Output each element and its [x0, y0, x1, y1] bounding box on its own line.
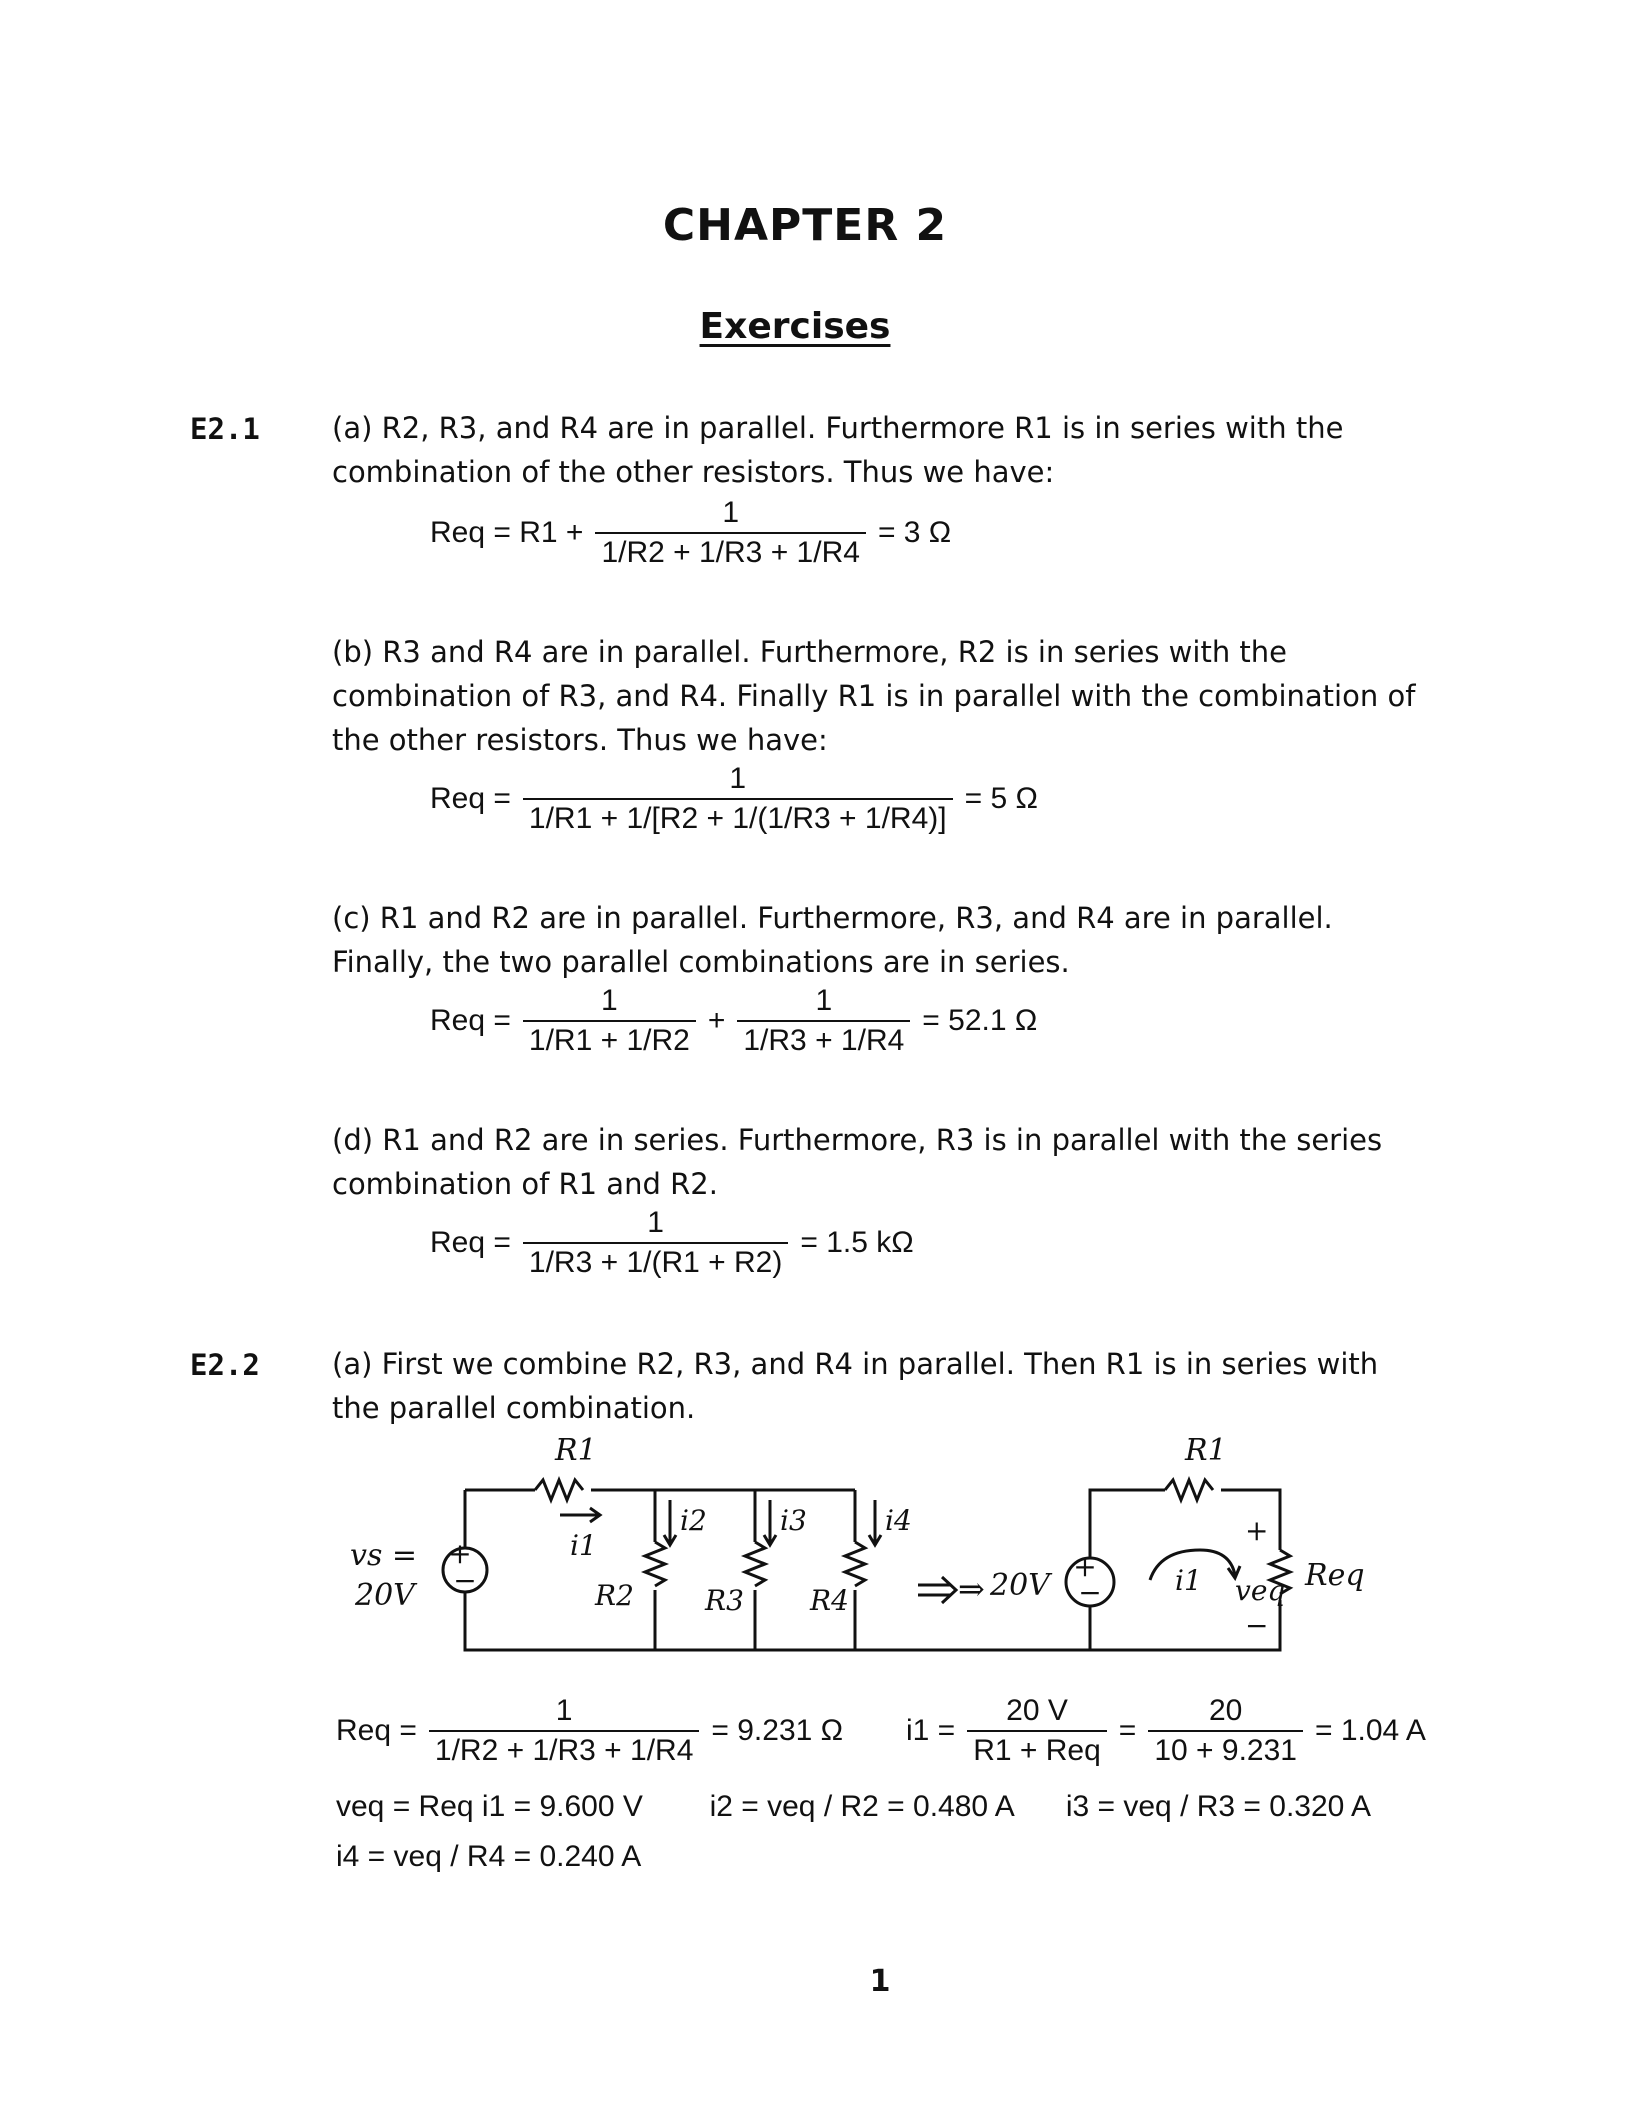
e21-b-equation: Req = $\frac{1}{1/R1 + 1/[R2 + 1/(1/R3 + 1/R4)]}$ = 5 Ω [430, 762, 1038, 835]
r1-right-resistor [1165, 1480, 1213, 1500]
source-right-plus: + [1073, 1550, 1097, 1583]
veq-plus: + [1245, 1514, 1269, 1547]
r2-resistor [645, 1542, 665, 1586]
veq-minus: − [1245, 1609, 1269, 1642]
r4-resistor [845, 1542, 865, 1586]
e21-d-text: (d) R1 and R2 are in series. Furthermore, R3 is in parallel with the series combination of R1 and R2. [332, 1123, 1383, 1201]
exercise-label-e21: E2.1 [190, 412, 260, 446]
e21-c-equation: Req = $\frac{1}{1/R1 + 1/R2}$ + $\frac{1}{1/R3 + 1/R4}$ = 52.1 Ω [430, 984, 1038, 1057]
label-vs-value: 20V [355, 1578, 415, 1613]
e21-b-text: (b) R3 and R4 are in parallel. Furthermore, R2 is in series with the combination of R3, and R4. Finally R1 is in parallel with the combination of the other resistors. Thus we have: [332, 635, 1416, 757]
r1-resistor [535, 1480, 583, 1500]
e21-d-equation: Req = $\frac{1}{1/R3 + 1/(R1 + R2)}$ = 1.5 kΩ [430, 1206, 914, 1279]
exercise-label-e22: E2.2 [190, 1348, 260, 1382]
e22-i4-line: i4 = veq / R4 = 0.240 A [336, 1840, 642, 1873]
label-r1-right: R1 [1185, 1433, 1227, 1468]
label-r4: R4 [810, 1584, 849, 1617]
label-r2: R2 [595, 1579, 634, 1612]
label-i1: i1 [570, 1529, 597, 1562]
e22-req-equation: Req = $\frac{1}{1/R2 + 1/R3 + 1/R4}$ = 9.231 Ω [336, 1694, 844, 1767]
label-i4: i4 [885, 1504, 912, 1537]
label-req: Req [1305, 1558, 1365, 1593]
e21-a-equation: Req = R1 + $\frac{1}{1/R2 + 1/R3 + 1/R4}$ = 3 Ω [430, 496, 952, 569]
source-plus-sign: + [448, 1537, 472, 1570]
r3-resistor [745, 1542, 765, 1586]
source-right-minus: − [1078, 1576, 1102, 1609]
e21-a-text: (a) R2, R3, and R4 are in parallel. Furthermore R1 is in series with the combination of the other resistors. Thus we have: [332, 411, 1344, 489]
page-number: 1 [869, 1964, 891, 1999]
label-i1-right: i1 [1175, 1564, 1202, 1597]
chapter-title: CHAPTER 2 [662, 200, 948, 251]
label-r1: R1 [555, 1433, 597, 1468]
section-title: Exercises [699, 306, 891, 347]
transform-arrow: ⇒ [958, 1570, 985, 1608]
e21-c-text: (c) R1 and R2 are in parallel. Furthermore, R3, and R4 are in parallel. Finally, the two parallel combinations are in series. [332, 901, 1333, 979]
label-vs: vs = [350, 1538, 418, 1573]
label-i3: i3 [780, 1504, 807, 1537]
circuit-diagram [330, 1430, 1410, 1680]
label-veq: veq [1235, 1574, 1286, 1607]
label-i2: i2 [680, 1504, 707, 1537]
e22-a-text: (a) First we combine R2, R3, and R4 in parallel. Then R1 is in series with the parallel combination. [332, 1347, 1379, 1425]
e22-veq-line: veq = Req i1 = 9.600 V i2 = veq / R2 = 0.480 A i3 = veq / R3 = 0.320 A [336, 1790, 1372, 1823]
label-src-right: 20V [990, 1568, 1050, 1603]
e22-i1-equation: i1 = $\frac{20 V}{\text{R1 + Req}}$ = $\frac{20}{10 + 9.231}$ = 1.04 A [906, 1694, 1426, 1767]
label-r3: R3 [705, 1584, 744, 1617]
source-minus-sign: − [453, 1564, 477, 1597]
